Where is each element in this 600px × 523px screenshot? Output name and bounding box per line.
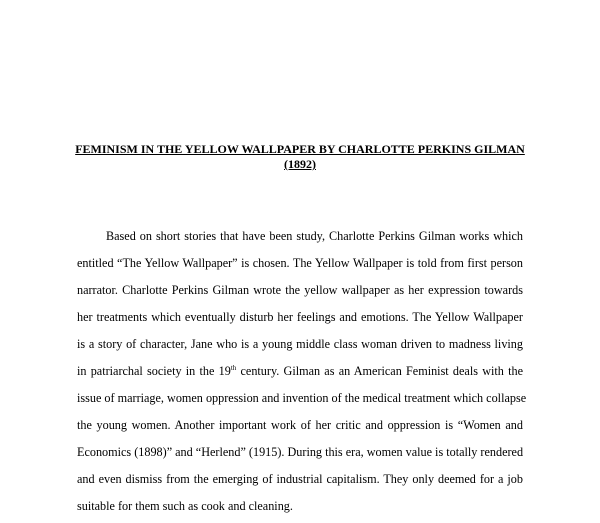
body-paragraph (77, 223, 527, 520)
paragraph-line: Economics (1898)” and “Herlend” (1915). During this era, women value is totally rendered (77, 445, 524, 459)
document-title-line-2: (1892) (284, 157, 316, 171)
paragraph-line: issue of marriage, women oppression and invention of the medical treatment which collapse (77, 391, 527, 405)
paragraph-line-with-superscript (77, 358, 523, 385)
paragraph-line: the young women. Another important work of her critic and oppression is “Women and (77, 418, 523, 432)
paragraph-line: suitable for them such as cook and cleaning. (77, 499, 293, 513)
paragraph-line: narrator. Charlotte Perkins Gilman wrote the yellow wallpaper as her expression towards (77, 283, 523, 297)
paragraph-line: her treatments which eventually disturb her feelings and emotions. The Yellow Wallpaper (77, 310, 523, 324)
paragraph-line: Based on short stories that have been study, Charlotte Perkins Gilman works which (106, 229, 523, 243)
line-text-before: in patriarchal society in the 19 (77, 364, 231, 378)
paragraph-line: and even dismiss from the emerging of industrial capitalism. They only deemed for a job (77, 472, 523, 486)
paragraph-line: is a story of character, Jane who is a young middle class woman driven to madness living (77, 337, 523, 351)
line-text-after: century. Gilman as an American Feminist deals with the (236, 364, 523, 378)
superscript-ordinal: th (230, 363, 237, 372)
document-title-line-1: FEMINISM IN THE YELLOW WALLPAPER BY CHARLOTTE PERKINS GILMAN (75, 142, 525, 156)
paragraph-line: entitled “The Yellow Wallpaper” is chosen. The Yellow Wallpaper is told from first person (77, 256, 523, 270)
